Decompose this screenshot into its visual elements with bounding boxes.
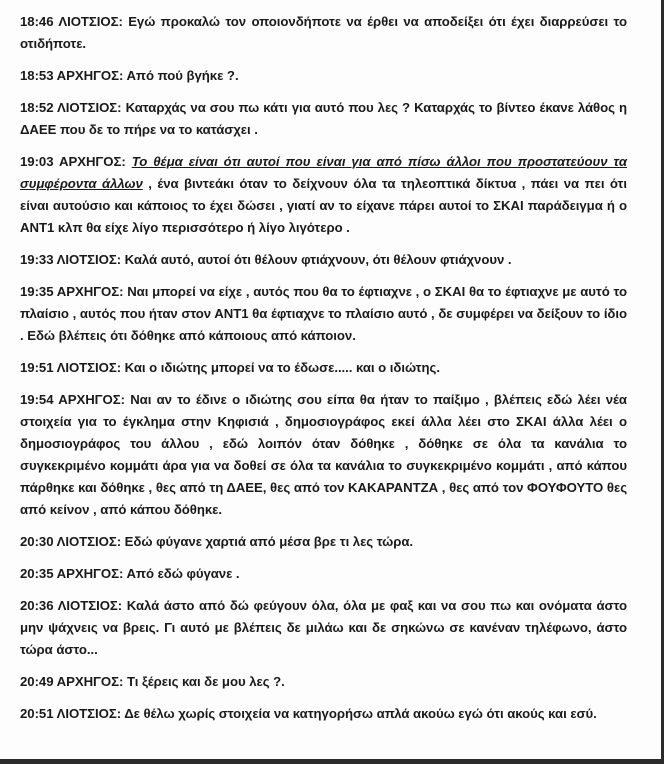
entry-prefix: 19:03 ΑΡΧΗΓΟΣ: — [20, 154, 132, 169]
transcript-entry — [20, 151, 627, 239]
transcript-entry: 20:30 ΛΙΟΤΣΙΟΣ: Εδώ φύγανε χαρτιά από μέσα βρε τι λες τώρα. — [20, 534, 414, 549]
transcript-entry: 19:33 ΛΙΟΤΣΙΟΣ: Καλά αυτό, αυτοί ότι θέλουν φτιάχνουν, ότι θέλουν φτιάχνουν . — [20, 252, 512, 267]
transcript-entry: 18:52 ΛΙΟΤΣΙΟΣ: Καταρχάς να σου πω κάτι για αυτό που λες ? Καταρχάς το βίντεο έκανε λάθος η ΔΑΕΕ που δε το πήρε να το κατάσχει . — [20, 100, 627, 137]
transcript-entry: 20:49 ΑΡΧΗΓΟΣ: Τι ξέρεις και δε μου λες ?. — [20, 674, 285, 689]
transcript-entry: 18:53 ΑΡΧΗΓΟΣ: Από πού βγήκε ?. — [20, 68, 239, 83]
underlined-text: Το θέμα είναι ότι αυτοί που είναι για από πίσω άλλοι που προστατεύουν τα συμφέροντα άλλων — [20, 154, 627, 191]
transcript-entry: 20:51 ΛΙΟΤΣΙΟΣ: Δε θέλω χωρίς στοιχεία να κατηγορήσω απλά ακούω εγώ ότι ακούς και εσύ. — [20, 706, 597, 721]
transcript-entry: 20:36 ΛΙΟΤΣΙΟΣ: Καλά άστο από δώ φεύγουν όλα, όλα με φαξ και να σου πω και ονόματα άστο μην ψάχνεις να βρεις. Γι αυτό με βλέπεις δε μιλάω και δε σηκώνω σε κανέναν τηλέφωνο, άστο τώρα άστο... — [20, 598, 627, 657]
transcript-entry: 20:35 ΑΡΧΗΓΟΣ: Από εδώ φύγανε . — [20, 566, 240, 581]
transcript-entry: 19:35 ΑΡΧΗΓΟΣ: Ναι μπορεί να είχε , αυτός που θα το έφτιαχνε , ο ΣΚΑΙ θα το έφτιαχνε με αυτό το πλαίσιο , αυτός που ήταν στον ΑΝΤ1 θα έφτιαχνε το πλαίσιο αυτό , δε συμφέρει να δείξουν το ίδιο . Εδώ βλέπεις ότι δόθηκε από κάποιους από κάποιον. — [20, 284, 627, 343]
page-edge — [0, 759, 664, 764]
entry-rest: , ένα βιντεάκι όταν το δείχνουν όλα τα τηλεοπτικά δίκτυα , πάει να πει ότι είναι αυτούσιο και κάποιος το έχει δώσει , γιατί αν το είχανε πάρει αυτοί το ΣΚΑΙ παράδειγμα ή ο ΑΝΤ1 κλπ θα είχε λίγο περισσότερο ή λίγο λιγότερο . — [20, 176, 627, 235]
transcript-entry: 19:51 ΛΙΟΤΣΙΟΣ: Και ο ιδιώτης μπορεί να το έδωσε..... και ο ιδιώτης. — [20, 360, 440, 375]
transcript-entry: 18:46 ΛΙΟΤΣΙΟΣ: Εγώ προκαλώ τον οποιονδήποτε να έρθει να αποδείξει ότι έχει διαρρεύσει το οτιδήποτε. — [20, 14, 627, 51]
transcript-entry: 19:54 ΑΡΧΗΓΟΣ: Ναι αν το έδινε ο ιδιώτης σου είπα θα ήταν το παίξιμο , βλέπεις εδώ λέει νέα στοιχεία για το έγκλημα στην Κηφισιά , δημοσιογράφος εκεί άλλα λέει στο ΣΚΑΙ άλλα λέει ο δημοσιογράφος του άλλου , εδώ λοιπόν όταν δόθηκε , δόθηκε σε όλα τα κανάλια το συγκεκριμένο κομμάτι άρα για να δοθεί σε όλα τα κανάλια το συγκεκριμένο κομμάτι , από κάπου πάρθηκε και δόθηκε , θες από τη ΔΑΕΕ, θες από τον ΚΑΚΑΡΑΝΤΖΑ , θες από τον ΦΟΥΦΟΥΤΟ θες από κείνον , από κάπου δόθηκε. — [20, 392, 627, 517]
